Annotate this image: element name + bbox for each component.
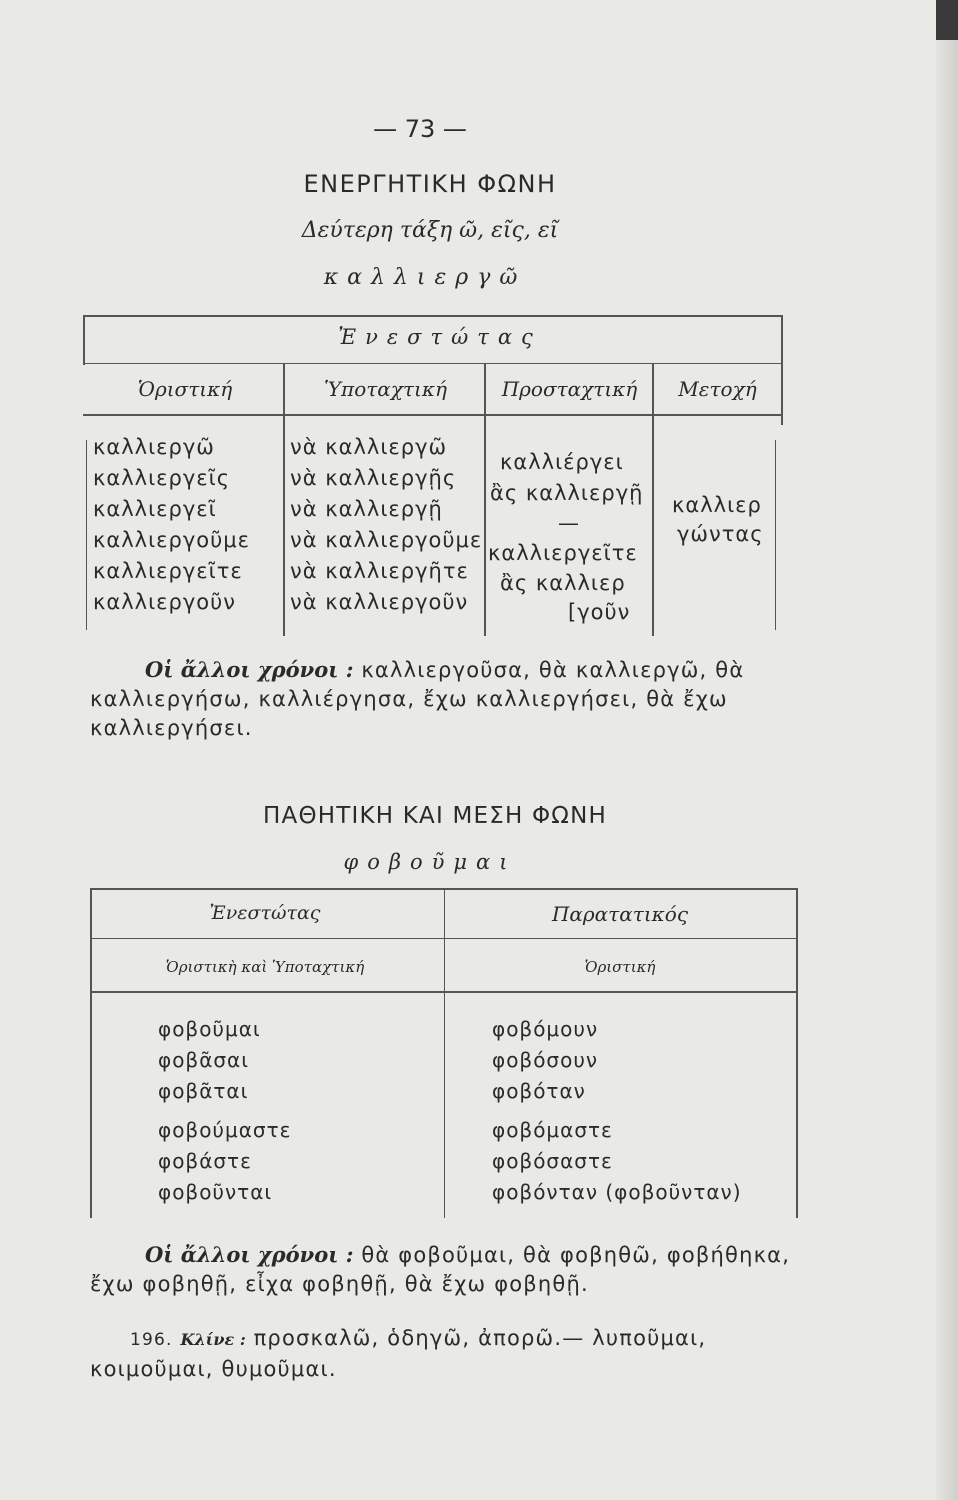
other-tenses-label: Οἱ ἄλλοι χρόνοι : <box>145 1242 354 1267</box>
rule <box>775 440 776 630</box>
active-voice-title: ΕΝΕΡΓΗΤΙΚΗ ΦΩΝΗ <box>303 170 557 198</box>
other-tenses-text: θὰ φοβοῦμαι, θὰ φοβηθῶ, φοβήθηκα, ἔχω φοβηθῇ, εἶχα φοβηθῇ, θὰ ἔχω φοβηθῇ. <box>90 1243 791 1296</box>
form: καλλιεργεῖτε <box>93 559 243 583</box>
exercise-196 <box>90 1324 805 1384</box>
form: καλλιεργεῖς <box>93 466 231 490</box>
rule <box>83 315 783 317</box>
rule <box>83 315 85 365</box>
form: φοβοῦνται <box>158 1180 273 1204</box>
ypotaktiki-column <box>290 432 482 618</box>
spacer <box>492 1107 742 1115</box>
form: φοβόσουν <box>492 1048 599 1072</box>
active-verb: καλλιεργῶ <box>323 265 527 290</box>
form: φοβόταν <box>492 1079 586 1103</box>
page-edge <box>936 0 958 1500</box>
other-tenses-text: καλλιεργοῦσα, θὰ καλλιεργῶ, θὰ καλλιεργήσω, καλλιέργησα, ἔχω καλλιεργήσει, θὰ ἔχω καλλιεργήσει. <box>90 658 745 740</box>
exercise-text: προσκαλῶ, ὁδηγῶ, ἀπορῶ.— λυποῦμαι, κοιμοῦμαι, θυμοῦμαι. <box>90 1326 707 1381</box>
page-corner <box>936 0 958 40</box>
rule <box>90 938 798 939</box>
rule <box>86 440 87 630</box>
form: — <box>558 511 580 535</box>
form: φοβούμαστε <box>158 1118 292 1142</box>
header-oristiki: Ὁριστική <box>137 377 233 401</box>
rule <box>83 414 783 416</box>
other-tenses-label: Οἱ ἄλλοι χρόνοι : <box>145 657 354 682</box>
form: ἂς καλλιεργῇ <box>490 481 644 505</box>
form: καλλιέργει <box>500 450 624 474</box>
form: φοβᾶσαι <box>158 1048 250 1072</box>
form: φοβόνταν (φοβοῦνταν) <box>492 1180 742 1204</box>
tense-header-present: Ἐνεστώτας <box>209 902 321 924</box>
form: νὰ καλλιεργοῦν <box>290 590 469 614</box>
header-metochi: Μετοχή <box>678 377 757 401</box>
rule <box>90 991 798 993</box>
imperfect-column <box>492 1014 742 1208</box>
header-ypotaktiki: Ὑποταχτική <box>324 377 447 401</box>
form: καλλιεργεῖ <box>93 497 217 521</box>
form: φοβάστε <box>158 1149 252 1173</box>
form: καλλιερ <box>672 493 762 517</box>
page-number: — 73 — <box>373 115 467 143</box>
form: καλλιεργοῦν <box>93 590 237 614</box>
form: φοβόμαστε <box>492 1118 613 1142</box>
form: φοβόσαστε <box>492 1149 613 1173</box>
form: καλλιεργῶ <box>93 435 215 459</box>
form: γώντας <box>677 522 764 546</box>
form: φοβοῦμαι <box>158 1017 261 1041</box>
present-column <box>158 1014 291 1208</box>
tense-header-imperfect: Παρατατικός <box>551 902 689 926</box>
spacer <box>158 1107 291 1115</box>
rule <box>652 364 654 636</box>
form: [γοῦν <box>568 600 631 624</box>
passive-verb: φοβοῦμαι <box>343 850 517 874</box>
exercise-label: Κλίνε : <box>180 1330 246 1349</box>
rule <box>484 364 486 636</box>
form: νὰ καλλιεργῆτε <box>290 559 469 583</box>
mood-header-imperfect: Ὁριστική <box>584 958 656 976</box>
form: νὰ καλλιεργῇ <box>290 497 443 521</box>
form: καλλιεργεῖτε <box>488 541 638 565</box>
active-other-tenses <box>90 655 805 743</box>
rule <box>781 315 783 425</box>
form: φοβᾶται <box>158 1079 249 1103</box>
passive-voice-title: ΠΑΘΗΤΙΚΗ ΚΑΙ ΜΕΣΗ ΦΩΝΗ <box>263 803 607 829</box>
passive-other-tenses <box>90 1240 805 1299</box>
exercise-number: 196. <box>130 1330 173 1350</box>
form: νὰ καλλιεργῶ <box>290 435 448 459</box>
form: ἂς καλλιερ <box>500 571 626 595</box>
rule <box>83 363 783 364</box>
header-prostaktiki: Προσταχτική <box>501 377 638 401</box>
form: νὰ καλλιεργοῦμε <box>290 528 483 552</box>
form: καλλιεργοῦμε <box>93 528 251 552</box>
mood-header-present: Ὁριστικὴ καὶ Ὑποταχτική <box>165 958 365 976</box>
active-tense-header: Ἐνεστώτας <box>338 325 542 349</box>
form: φοβόμουν <box>492 1017 599 1041</box>
active-subtitle: Δεύτερη τάξη ῶ, εῖς, εῖ <box>301 218 559 243</box>
form: νὰ καλλιεργῇς <box>290 466 457 490</box>
rule <box>283 364 285 636</box>
oristiki-column <box>93 432 250 618</box>
